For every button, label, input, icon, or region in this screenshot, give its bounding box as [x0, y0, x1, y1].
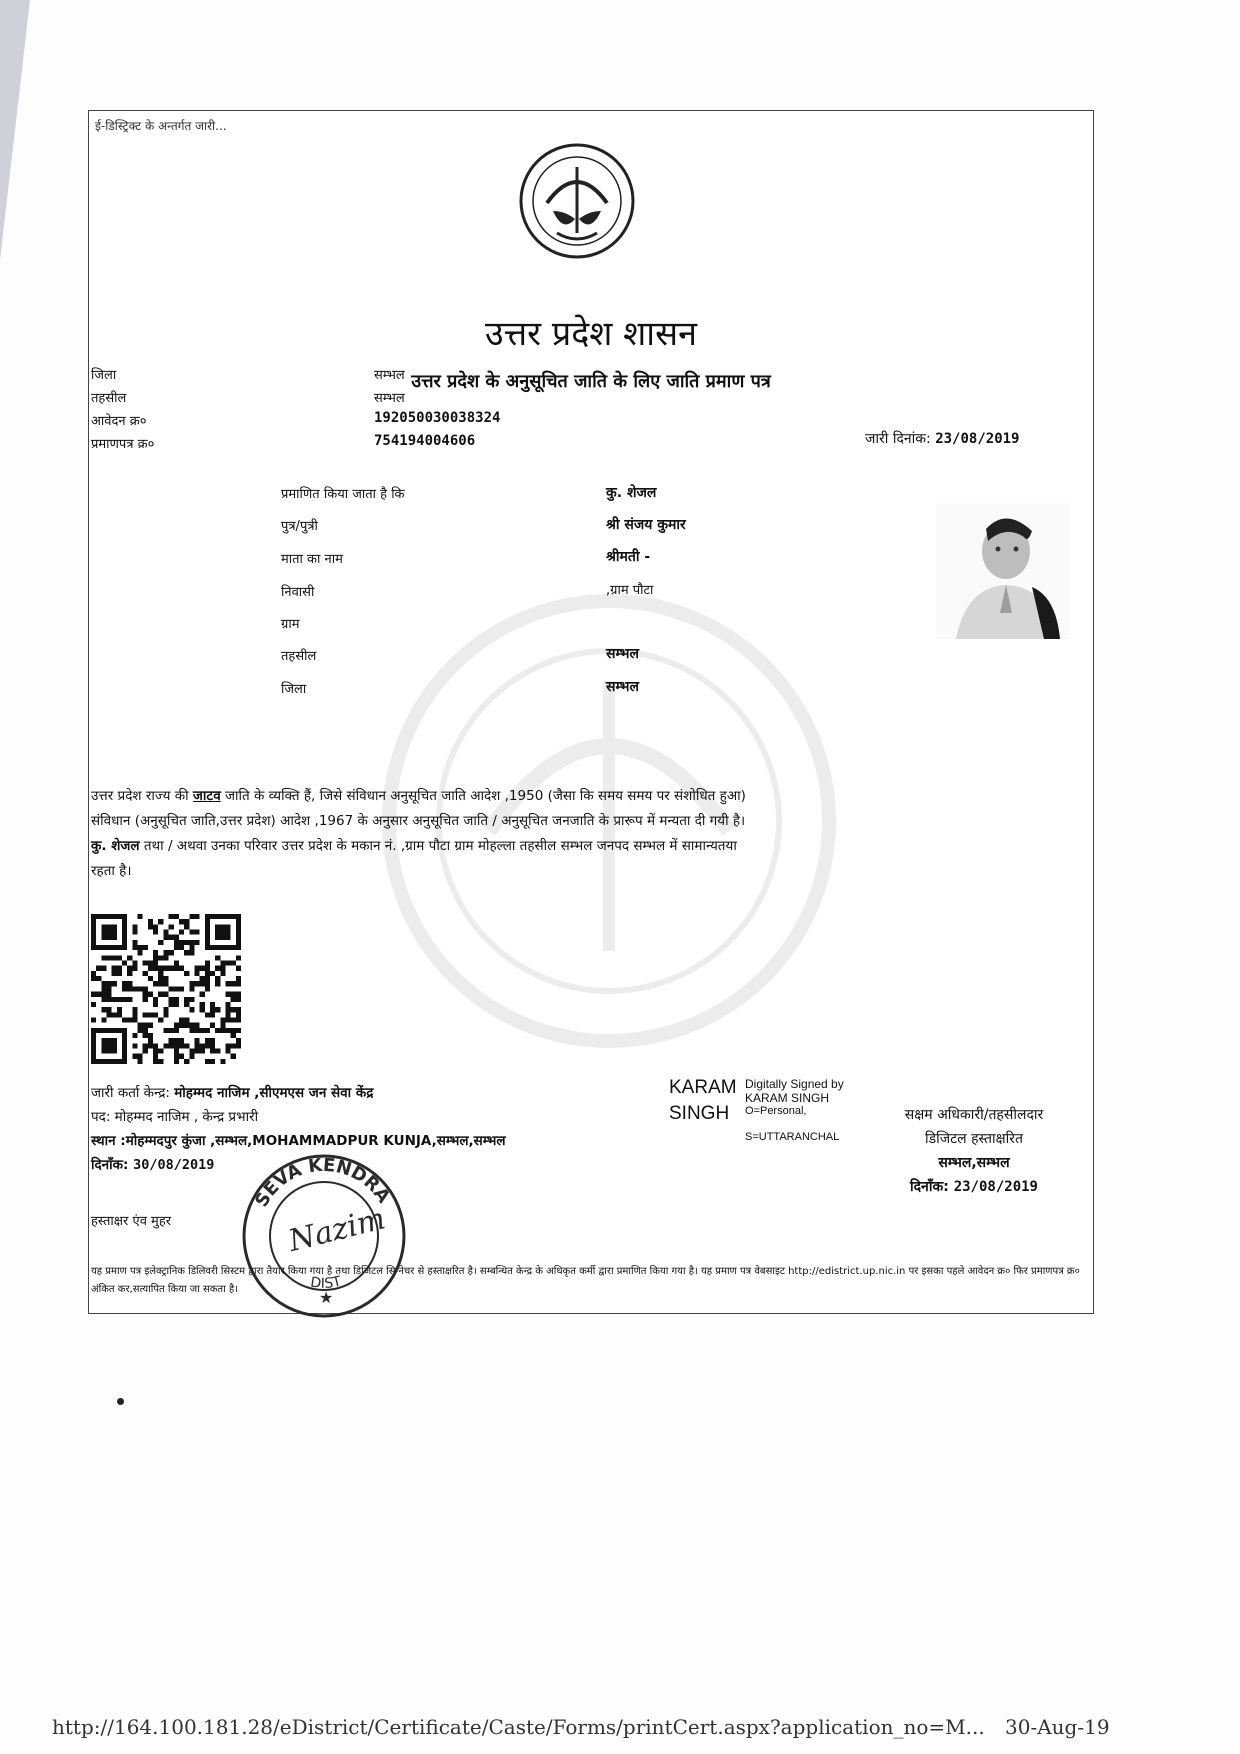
qr-code [91, 914, 241, 1064]
village-label: ग्राम [281, 617, 300, 632]
svg-text:★: ★ [319, 1288, 334, 1307]
page-subtitle: उत्तर प्रदेश के अनुसूचित जाति के लिए जाति प्रमाण पत्र [411, 371, 771, 392]
field-tehsil-label: तहसील [281, 649, 317, 664]
field-district-label: जिला [281, 682, 307, 697]
certificate-no-label: प्रमाणपत्र क्र० [91, 437, 155, 452]
tehsil-label: तहसील [91, 391, 127, 406]
issuer-place: स्थान :मोहम्मदपुर कुंजा ,सम्भल,MOHAMMADPUR KUNJA,सम्भल,सम्भल [91, 1133, 506, 1149]
officer-place: सम्भल,सम्भल [938, 1155, 1010, 1171]
scan-corner-shadow [0, 0, 30, 260]
son-daughter-label: पुत्र/पुत्री [281, 519, 318, 534]
certificate-body [91, 784, 1081, 884]
district-label: जिला [91, 368, 117, 383]
signature-seal-label: हस्ताक्षर एंव मुहर [91, 1214, 172, 1229]
body-line-4: रहता है। [91, 863, 132, 879]
mother-name: श्रीमती - [606, 549, 651, 565]
field-tehsil-value: सम्भल [606, 646, 639, 662]
body-line-3: कु. शेजल तथा / अथवा उनका परिवार उत्तर प्रदेश के मकान नं. ,ग्राम पौटा ग्राम मोहल्ला तहसील सम्भल जनपद सम्भल में सामान्यतया [91, 838, 737, 854]
application-no-label: आवेदन क्र० [91, 414, 147, 429]
footer-note: यह प्रमाण पत्र इलेक्ट्रानिक डिलिवरी सिस्टम द्वारा तैयार किया गया है तथा डिजिटल सिग्नेचर से हस्ताक्षरित है। सम्बन्धित केन्द्र के अधिकृत कर्मी द्वारा प्रमाणित किया गया है। यह प्रमाण पत्र वेबसाइट http://edistrict.up.nic.in पर इसका पहले आवेदन क्र० फिर प्रमाणपत्र क्र० अंकित कर,सत्यापित किया जा सकता है। [91, 1266, 1080, 1295]
father-name: श्री संजय कुमार [606, 517, 686, 533]
officer-signed: डिजिटल हस्ताक्षरित [925, 1131, 1023, 1147]
application-no-value: 192050030038324 [374, 410, 501, 426]
officer-date: दिनाँक: 23/08/2019 [910, 1179, 1038, 1195]
issue-date-label: जारी दिनांक: [865, 431, 931, 447]
field-district-value: सम्भल [606, 679, 639, 695]
issuer-center: जारी कर्ता केन्द्र: मोहम्मद नाजिम ,सीएमएस जन सेवा केंद्र [91, 1085, 374, 1101]
digital-signature: KARAM SINGH Digitally Signed by KARAM SINGH O=Personal, S=UTTARANCHAL [669, 1077, 844, 1143]
certified-name: कु. शेजल [606, 485, 657, 501]
print-url: http://164.100.181.28/eDistrict/Certificate/Caste/Forms/printCert.aspx?application_no=M... [52, 1715, 985, 1739]
print-date: 30-Aug-19 [1005, 1715, 1110, 1739]
up-state-emblem-icon [517, 141, 637, 261]
body-line-2: संविधान (अनुसूचित जाति,उत्तर प्रदेश) आदेश ,1967 के अनुसार अनुसूचित जाति / अनुसूचित जनजाति के प्रारूप में मन्यता दी गयी है। [91, 813, 746, 829]
header-note: ई-डिस्ट्रिक्ट के अन्तर्गत जारी... [95, 119, 227, 133]
tehsil-value: सम्भल [374, 391, 405, 406]
resident-value: ,ग्राम पौटा [606, 583, 654, 598]
issuer-date: दिनाँक: 30/08/2019 [91, 1157, 215, 1173]
district-value: सम्भल [374, 368, 405, 383]
officer-title: सक्षम अधिकारी/तहसीलदार [904, 1107, 1044, 1123]
stamp-top-text: SEVA KENDRA [251, 1154, 395, 1211]
officer-block [859, 1103, 1089, 1199]
issue-date [865, 429, 1020, 448]
stamp-bottom-text: DIST [309, 1273, 343, 1292]
issue-date-value: 23/08/2019 [935, 431, 1020, 447]
body-name: कु. शेजल [91, 838, 140, 854]
caste-name: जाटव [192, 788, 221, 804]
certified-label: प्रमाणित किया जाता है कि [281, 487, 405, 502]
issuer-post: पद: मोहम्मद नाजिम , केन्द्र प्रभारी [91, 1109, 259, 1125]
certificate-page [88, 110, 1094, 1314]
mother-label: माता का नाम [281, 552, 343, 567]
body-line-1: उत्तर प्रदेश राज्य की जाटव जाति के व्यक्ति हैं, जिसे संविधान अनुसूचित जाति आदेश ,1950 (जैसा कि समय समय पर संशोधित हुआ) [91, 788, 746, 804]
resident-label: निवासी [281, 585, 315, 600]
stamp-signature: Nazim [285, 1201, 389, 1260]
certificate-no-value: 754194004606 [374, 433, 476, 449]
page-title: उत्तर प्रदेश शासन [485, 314, 697, 354]
scan-dot [117, 1398, 124, 1405]
applicant-photo [936, 503, 1070, 639]
seva-kendra-stamp [239, 1151, 409, 1321]
